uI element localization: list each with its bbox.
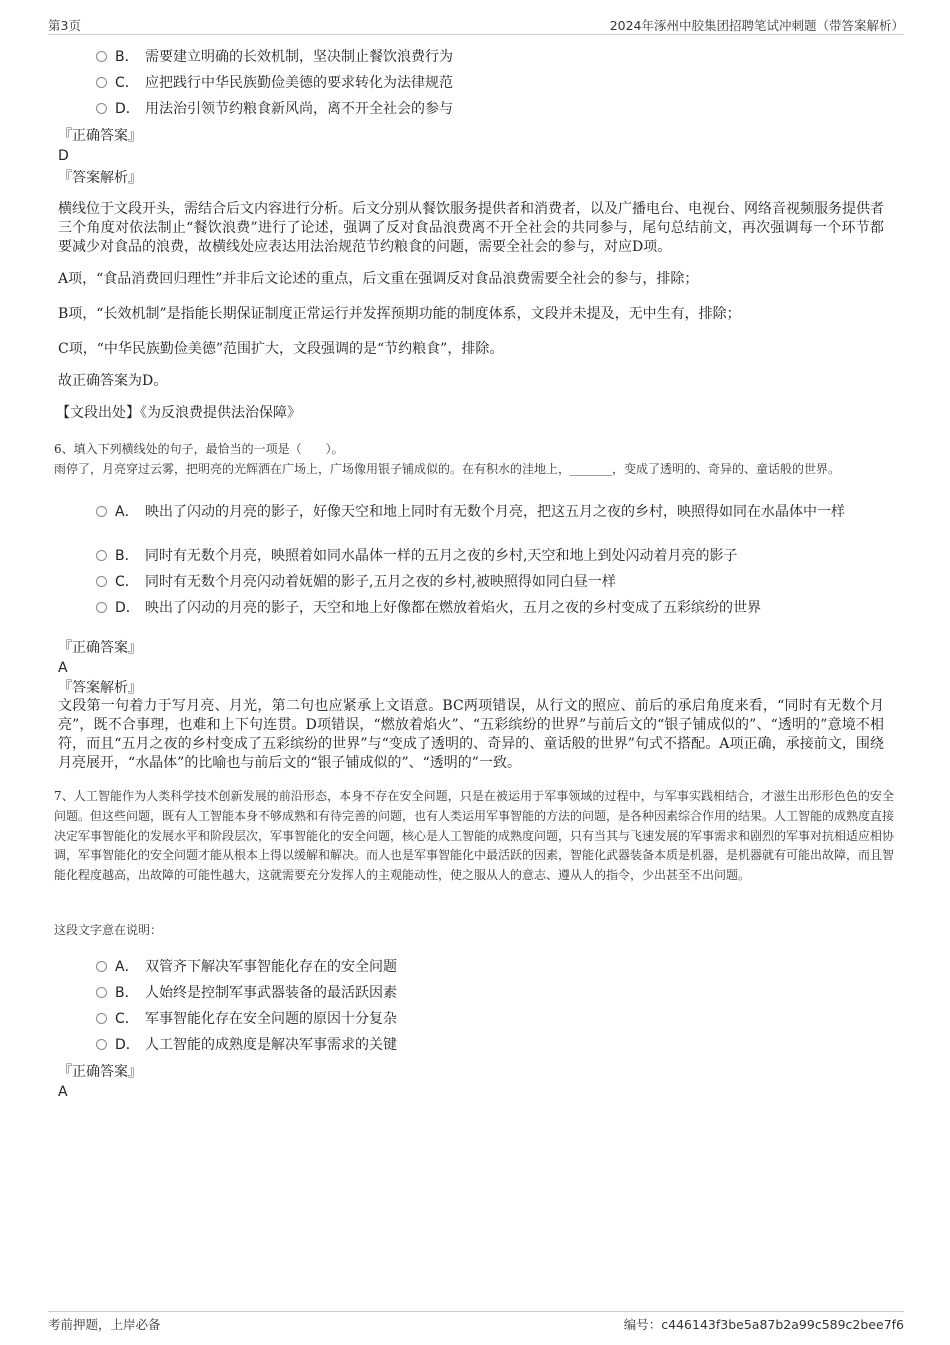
- document-title: 2024年涿州中胶集团招聘笔试冲刺题（带答案解析）: [609, 18, 904, 33]
- radio-icon[interactable]: [96, 987, 107, 998]
- q5-analysis-b: B项，“长效机制”是指能长期保证制度正常运行并发挥预期功能的制度体系，文段并未提及，无中生有，排除；: [58, 306, 741, 322]
- radio-icon[interactable]: [96, 961, 107, 972]
- q5-option-c[interactable]: C． 应把践行中华民族勤俭美德的要求转化为法律规范: [96, 72, 896, 95]
- q7-answer: A: [58, 1084, 68, 1100]
- q6-option-c[interactable]: C． 同时有无数个月亮闪动着妩媚的影子,五月之夜的乡村,被映照得如同白昼一样: [96, 571, 896, 594]
- q5-analysis-main: 横线位于文段开头，需结合后文内容进行分析。后文分别从餐饮服务提供者和消费者，以及广播电台、电视台、网络音视频服务提供者三个角度对依法制止“餐饮浪费”进行了论述，强调了反对食品浪费离不开全社会的共同参与，尾句总结前文，再次强调每一个环节都要减少对食品的浪费，故横线处应表达用法治规范节约粮食的问题，需要全社会的参与，对应D项。: [58, 201, 884, 255]
- q6-analysis: 文段第一句着力于写月亮、月光，第二句也应紧承上文语意。BC两项错误，从行文的照应、前后的承启角度来看，“同时有无数个月亮”，既不合事理，也难和上下句连贯。D项错误，“燃放着焰火”、“五彩缤纷的世界”与前后文的“银子铺成似的”、“透明的”意境不相符，而且“五月之夜的乡村变成了五彩缤纷的世界”与“变成了透明的、奇异的、童话般的世界”句式不搭配。A项正确，承接前文，围绕月亮展开，“水晶体”的比喻也与前后文的“银子铺成似的”、“透明的”一致。: [58, 698, 884, 771]
- q7-answer-label: 『正确答案』: [58, 1064, 142, 1080]
- q7-option-c[interactable]: C． 军事智能化存在安全问题的原因十分复杂: [96, 1008, 896, 1031]
- footer-divider: [48, 1311, 904, 1312]
- header-divider: [48, 34, 904, 35]
- page-number: 第3页: [48, 18, 81, 33]
- q6-passage: 雨停了，月亮穿过云雾，把明亮的光辉洒在广场上，广场像用银子铺成似的。在有积水的洼地上，_______，变成了透明的、奇异的、童话般的世界。: [54, 462, 841, 476]
- radio-icon[interactable]: [96, 1013, 107, 1024]
- q5-option-b[interactable]: B． 需要建立明确的长效机制，坚决制止餐饮浪费行为: [96, 46, 896, 69]
- radio-icon[interactable]: [96, 77, 107, 88]
- radio-icon[interactable]: [96, 506, 107, 517]
- q5-source: 【文段出处】《为反浪费提供法治保障》: [56, 405, 301, 421]
- q7-stem: 7、人工智能作为人类科学技术创新发展的前沿形态，本身不存在安全问题，只是在被运用于军事领域的过程中，与军事实践相结合，才滋生出形形色色的安全问题。但这些问题，既有人工智能本身不够成熟和有待完善的问题，也有人类运用军事智能的方法的问题，是各种因素综合作用的结果。人工智能的成熟度直接决定军事智能化的发展水平和阶段层次，军事智能化的安全问题，核心是人工智能的成熟度问题，只有当其与飞速发展的军事需求和剧烈的军事对抗相适应相协调，军事智能化的安全问题才能从根本上得以缓解和解决。而人也是军事智能化中最活跃的因素，智能化武器装备本质是机器，是机器就有可能出故障，而且智能化程度越高，出故障的可能性越大，这就需要充分发挥人的主观能动性，使之服从人的意志、遵从人的指令，少出甚至不出问题。: [54, 789, 895, 883]
- radio-icon[interactable]: [96, 576, 107, 587]
- radio-icon[interactable]: [96, 602, 107, 613]
- q5-analysis-label: 『答案解析』: [58, 170, 142, 186]
- q6-option-a[interactable]: A． 映出了闪动的月亮的影子，好像天空和地上同时有无数个月亮，把这五月之夜的乡村，映照得如同在水晶体中一样: [96, 501, 886, 524]
- q6-answer: A: [58, 660, 68, 676]
- q5-analysis-c: C项，“中华民族勤俭美德”范围扩大，文段强调的是“节约粮食”，排除。: [58, 341, 504, 357]
- q5-answer-label: 『正确答案』: [58, 128, 142, 144]
- q7-option-d[interactable]: D． 人工智能的成熟度是解决军事需求的关键: [96, 1034, 896, 1057]
- q7-option-b[interactable]: B． 人始终是控制军事武器装备的最活跃因素: [96, 982, 896, 1005]
- footer-slogan: 考前押题，上岸必备: [48, 1317, 161, 1332]
- document-code: 编号：c446143f3be5a87b2a99c589c2bee7f6: [623, 1317, 904, 1332]
- radio-icon[interactable]: [96, 51, 107, 62]
- q5-answer: D: [58, 148, 69, 164]
- q6-stem: 6、填入下列横线处的句子，最恰当的一项是（ ）。: [54, 442, 344, 456]
- q5-option-d[interactable]: D． 用法治引领节约粮食新风尚，离不开全社会的参与: [96, 98, 896, 121]
- q6-answer-label: 『正确答案』: [58, 640, 142, 656]
- q7-option-a[interactable]: A． 双管齐下解决军事智能化存在的安全问题: [96, 956, 896, 979]
- radio-icon[interactable]: [96, 1039, 107, 1050]
- q5-analysis-a: A项，“食品消费回归理性”并非后文论述的重点，后文重在强调反对食品浪费需要全社会的参与，排除；: [58, 271, 699, 287]
- q6-analysis-label: 『答案解析』: [58, 680, 142, 696]
- radio-icon[interactable]: [96, 550, 107, 561]
- q6-option-d[interactable]: D． 映出了闪动的月亮的影子，天空和地上好像都在燃放着焰火，五月之夜的乡村变成了五彩缤纷的世界: [96, 597, 896, 620]
- radio-icon[interactable]: [96, 103, 107, 114]
- q6-option-b[interactable]: B． 同时有无数个月亮，映照着如同水晶体一样的五月之夜的乡村,天空和地上到处闪动着月亮的影子: [96, 545, 896, 568]
- q5-conclusion: 故正确答案为D。: [58, 373, 168, 389]
- q7-prompt: 这段文字意在说明：: [54, 923, 163, 937]
